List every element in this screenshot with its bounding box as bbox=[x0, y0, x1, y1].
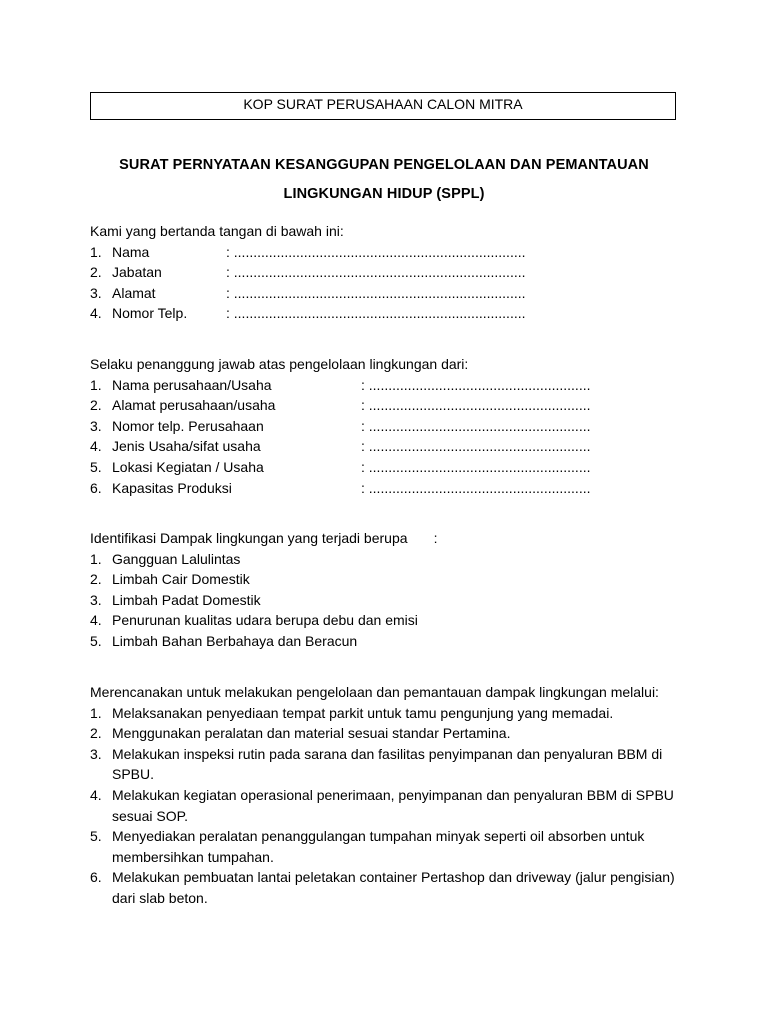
company-field bbox=[90, 436, 690, 457]
field-fill-line: : ......................................................... bbox=[361, 458, 591, 475]
company-field bbox=[90, 416, 690, 437]
identity-field bbox=[90, 262, 690, 283]
item-number: 4. bbox=[90, 612, 102, 629]
impact-item bbox=[90, 610, 690, 631]
impact-item bbox=[90, 569, 690, 590]
item-number: 5. bbox=[90, 828, 102, 845]
plan-item bbox=[90, 785, 680, 826]
item-text: Menggunakan peralatan dan material sesuai standar Pertamina. bbox=[112, 725, 511, 742]
field-number: 3. bbox=[90, 417, 102, 434]
identity-field bbox=[90, 242, 690, 263]
item-number: 2. bbox=[90, 725, 102, 742]
company-intro: Selaku penanggung jawab atas pengelolaan lingkungan dari: bbox=[90, 356, 469, 372]
letterhead-box bbox=[90, 92, 676, 120]
field-fill-line: : ........................................................................... bbox=[226, 305, 526, 322]
company-field bbox=[90, 478, 690, 499]
field-fill-line: : ......................................................... bbox=[361, 417, 591, 434]
field-number: 1. bbox=[90, 376, 102, 393]
field-label: Nama bbox=[112, 243, 150, 260]
item-number: 6. bbox=[90, 869, 102, 886]
identity-field bbox=[90, 283, 690, 304]
item-number: 4. bbox=[90, 786, 102, 803]
impact-intro-text: Identifikasi Dampak lingkungan yang terjadi berupa bbox=[90, 530, 408, 546]
field-number: 4. bbox=[90, 438, 102, 455]
document-title-line-1: SURAT PERNYATAAN KESANGGUPAN PENGELOLAAN DAN PEMANTAUAN bbox=[119, 157, 649, 173]
item-text: Melakukan pembuatan lantai peletakan container Pertashop dan driveway (jalur pengisian) dari slab beton. bbox=[112, 869, 675, 906]
field-number: 3. bbox=[90, 284, 102, 301]
plan-item bbox=[90, 723, 680, 744]
identity-intro: Kami yang bertanda tangan di bawah ini: bbox=[90, 223, 344, 239]
field-number: 2. bbox=[90, 397, 102, 414]
document-title-line-2: LINGKUNGAN HIDUP (SPPL) bbox=[283, 186, 485, 202]
impact-item bbox=[90, 631, 690, 652]
letterhead-text: KOP SURAT PERUSAHAAN CALON MITRA bbox=[243, 96, 523, 112]
field-label: Alamat perusahaan/usaha bbox=[112, 397, 276, 414]
item-text: Melakukan kegiatan operasional penerimaan, penyimpanan dan penyaluran BBM di SPBU sesuai SOP. bbox=[112, 786, 674, 824]
impact-intro-colon: : bbox=[433, 530, 438, 546]
company-section bbox=[90, 354, 690, 498]
impact-intro bbox=[90, 528, 690, 549]
item-text: Limbah Padat Domestik bbox=[112, 591, 261, 608]
plan-item bbox=[90, 826, 680, 867]
field-fill-line: : ........................................................................... bbox=[226, 264, 526, 281]
field-fill-line: : ......................................................... bbox=[361, 479, 591, 496]
identity-section bbox=[90, 221, 690, 324]
plan-item bbox=[90, 867, 680, 908]
field-label: Jabatan bbox=[112, 264, 162, 281]
item-number: 1. bbox=[90, 704, 102, 721]
item-text: Gangguan Lalulintas bbox=[112, 550, 241, 567]
field-fill-line: : ........................................................................... bbox=[226, 284, 526, 301]
field-label: Kapasitas Produksi bbox=[112, 479, 232, 496]
item-number: 3. bbox=[90, 591, 102, 608]
plan-item bbox=[90, 744, 680, 785]
identity-field bbox=[90, 303, 690, 324]
item-text: Melaksanakan penyediaan tempat parkit untuk tamu pengunjung yang memadai. bbox=[112, 704, 614, 721]
field-fill-line: : ......................................................... bbox=[361, 397, 591, 414]
item-text: Penurunan kualitas udara berupa debu dan emisi bbox=[112, 612, 418, 629]
field-number: 5. bbox=[90, 458, 102, 475]
field-label: Jenis Usaha/sifat usaha bbox=[112, 438, 261, 455]
field-label: Nomor Telp. bbox=[112, 305, 188, 322]
company-field bbox=[90, 395, 690, 416]
field-label: Alamat bbox=[112, 284, 156, 301]
company-field bbox=[90, 457, 690, 478]
field-number: 1. bbox=[90, 243, 102, 260]
field-number: 6. bbox=[90, 479, 102, 496]
item-number: 1. bbox=[90, 550, 102, 567]
impact-item bbox=[90, 549, 690, 570]
field-label: Nomor telp. Perusahaan bbox=[112, 417, 264, 434]
field-fill-line: : ......................................................... bbox=[361, 376, 591, 393]
item-text: Menyediakan peralatan penanggulangan tumpahan minyak seperti oil absorben untuk membersihkan tumpahan. bbox=[112, 828, 645, 865]
impact-item bbox=[90, 590, 690, 611]
plan-intro: Merencanakan untuk melakukan pengelolaan dan pemantauan dampak lingkungan melalui: bbox=[90, 684, 659, 700]
item-number: 5. bbox=[90, 632, 102, 649]
impact-section bbox=[90, 528, 690, 652]
item-text: Limbah Bahan Berbahaya dan Beracun bbox=[112, 632, 358, 649]
company-field bbox=[90, 375, 690, 396]
field-label: Nama perusahaan/Usaha bbox=[112, 376, 272, 393]
item-number: 3. bbox=[90, 745, 102, 762]
item-text: Melakukan inspeksi rutin pada sarana dan fasilitas penyimpanan dan penyaluran BBM di SPBU. bbox=[112, 745, 663, 783]
plan-item bbox=[90, 703, 680, 724]
item-number: 2. bbox=[90, 571, 102, 588]
plan-section bbox=[90, 682, 680, 909]
field-number: 4. bbox=[90, 305, 102, 322]
field-fill-line: : ........................................................................... bbox=[226, 243, 526, 260]
field-number: 2. bbox=[90, 264, 102, 281]
field-label: Lokasi Kegiatan / Usaha bbox=[112, 458, 264, 475]
item-text: Limbah Cair Domestik bbox=[112, 571, 250, 588]
field-fill-line: : ......................................................... bbox=[361, 438, 591, 455]
